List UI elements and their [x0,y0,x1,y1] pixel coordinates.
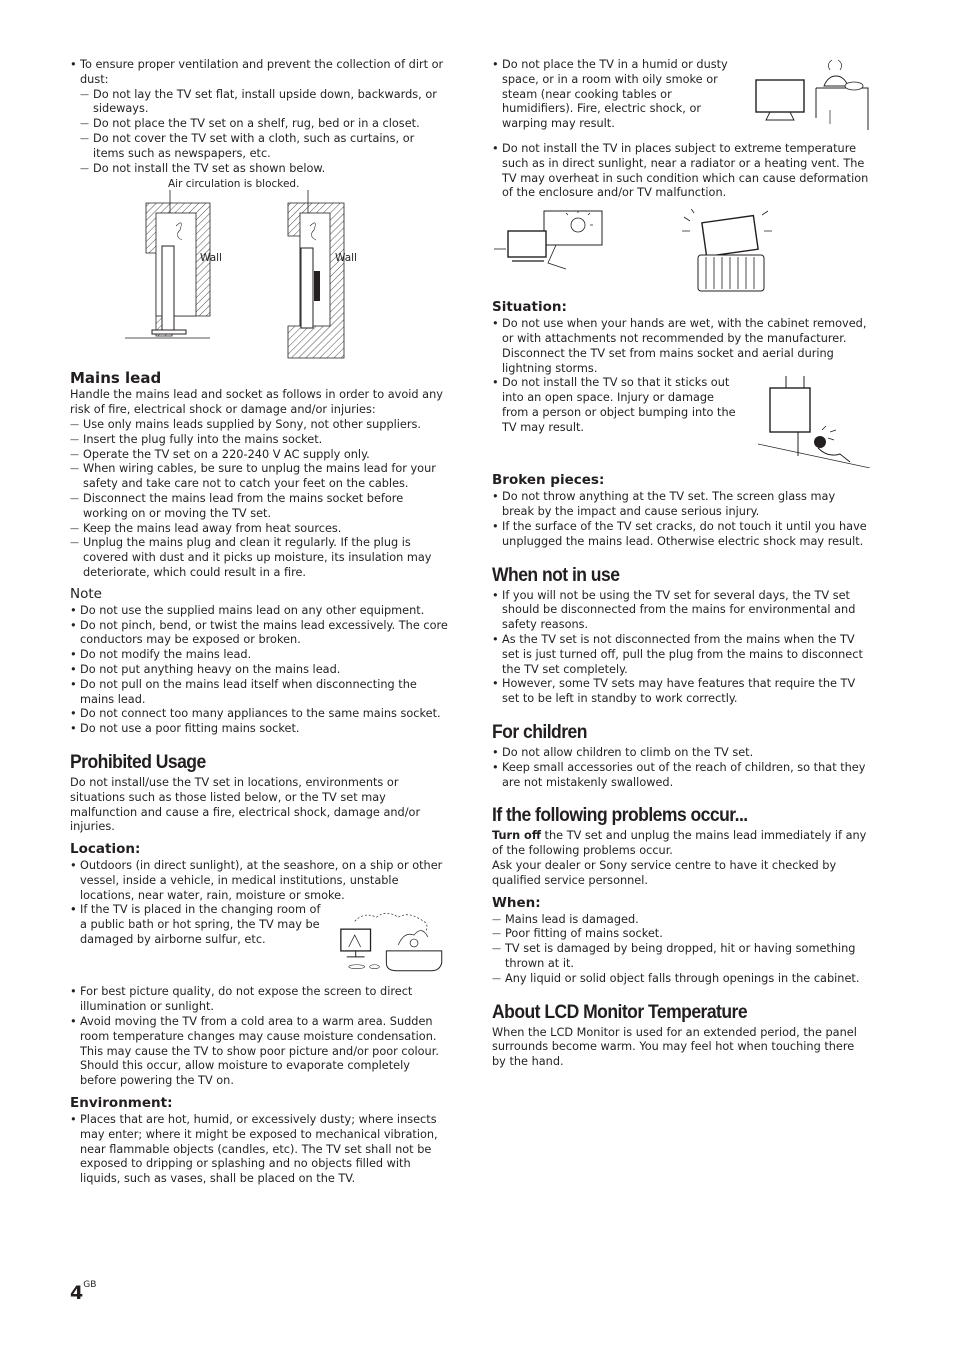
environment-list [70,1113,448,1187]
note-heading: Note [70,585,102,602]
broken-pieces-list [492,490,870,549]
when-item: — Mains lead is damaged. [492,913,870,928]
when-item: — TV set is damaged by being dropped, hit or having something thrown at it. [492,942,870,972]
location-item-bath: • • If the TV is placed in the changing room of a public bath or hot spring, the TV may be damaged by airborne sulfur, etc. [70,903,448,983]
not-in-use-item: • However, some TV sets may have features that require the TV set to be left in standby to work correctly. [492,677,870,707]
broken-item: • Do not throw anything at the TV set. The screen glass may break by the impact and cause serious injury. [492,490,870,520]
page-number [70,1282,96,1304]
wall-label-1: Wall [200,252,222,265]
lcd-temperature-text: When the LCD Monitor is used for an extended period, the panel surrounds become warm. You may feel hot when touching there by the hand. [492,1025,857,1069]
ventilation-item: — Do not install the TV set as shown below. [70,162,448,177]
for-children-heading: For children [492,720,587,743]
turn-off-lead: Turn off [492,829,541,843]
situation-heading: Situation: [492,299,567,316]
problems-text-1: the TV set and unplug the mains lead immediately if any of the following problems occur. [492,829,867,858]
prohibited-usage-intro: Do not install/use the TV set in locations, environments or situations such as those listed below, or the TV set may malfunction and cause a fire, electrical shock, damage and/or injuries. [70,775,421,834]
page-number-suffix: GB [83,1280,97,1290]
note-item: • Do not modify the mains lead. [70,648,448,663]
mains-lead-item: — Use only mains leads supplied by Sony, not other suppliers. [70,418,448,433]
air-circulation-figure [70,176,448,360]
radiator [698,255,764,291]
wall-label-2: Wall [335,252,357,265]
problems-text-2: Ask your dealer or Sony service centre to have it checked by qualified service personnel. [492,858,837,887]
ventilation-item: — Do not cover the TV set with a cloth, such as curtains, or items such as newspapers, etc. [70,132,448,162]
temperature-item: • Do not install the TV in places subject to extreme temperature such as in direct sunlight, near a radiator or a heating vent. The TV may overheat in such condition which can cause deformation of the enclosure and/or TV malfunction. [492,142,870,201]
mains-lead-item: — Keep the mains lead away from heat sources. [70,522,448,537]
for-children-list [492,746,870,790]
right-column [492,58,870,1070]
mains-lead-heading: Mains lead [70,369,162,388]
not-in-use-item: • If you will not be using the TV set for several days, the TV set should be disconnected from the mains for environmental and safety reasons. [492,589,870,633]
humid-item: • Do not place the TV in a humid or dusty space, or in a room with oily smoke or steam (near cooking tables or humidifiers). Fire, electric shock, or warping may result. [492,58,736,132]
mains-lead-item: — When wiring cables, be sure to unplug the mains lead for your safety and take care not to catch your feet on the cables. [70,462,448,492]
note-list [70,604,448,737]
ventilation-item: — Do not lay the TV set flat, install upside down, backwards, or sideways. [70,88,448,118]
location-item-text: If the TV is placed in the changing room of a public bath or hot spring, the TV may be damaged by airborne sulfur, etc. [80,903,321,947]
ventilation-intro: • To ensure proper ventilation and prevent the collection of dirt or dust: [70,58,448,88]
bath-illustration [327,903,446,983]
left-column [70,58,448,1187]
mains-lead-item: — Insert the plug fully into the mains socket. [70,433,448,448]
when-heading: When: [492,894,541,911]
situation-item-bump: • Do not install the TV so that it sticks out into an open space. Injury or damage from a person or object bumping into the TV may result. [492,376,870,468]
note-item: • Do not connect too many appliances to the same mains socket. [70,707,448,722]
situation-item: • Do not use when your hands are wet, with the cabinet removed, or with attachments not recommended by the manufacturer. Disconnect the TV set from mains socket and aerial during lightning storms. [492,317,870,376]
mains-lead-list [70,418,448,581]
note-item: • Do not use a poor fitting mains socket. [70,722,448,737]
broken-item: • If the surface of the TV set cracks, do not touch it until you have unplugged the mains lead. Otherwise electric shock may result. [492,520,870,550]
note-item: • Do not use the supplied mains lead on any other equipment. [70,604,448,619]
sunlight-radiator-illustration [492,209,870,293]
situation-list [492,317,870,468]
problems-heading: If the following problems occur... [492,804,748,827]
location-item: • Avoid moving the TV from a cold area to a warm area. Sudden room temperature changes may cause moisture condensation. This may cause the TV to show poor picture and/or poor colour. Should this occur, allow moisture to evaporate completely before powering the TV on. [70,1015,448,1089]
page-number-value: 4 [70,1282,84,1304]
mains-lead-item: — Disconnect the mains lead from the mains socket before working on or moving the TV set. [70,492,448,522]
when-list [492,913,870,987]
location-heading: Location: [70,841,141,858]
humid-block [492,58,870,134]
location-item: • Outdoors (in direct sunlight), at the seashore, on a ship or other vessel, inside a vehicle, in medical institutions, unstable locations, near water, rain, moisture or smoke. [70,859,448,903]
environment-heading: Environment: [70,1095,173,1112]
broken-pieces-heading: Broken pieces: [492,472,605,489]
mains-lead-item: — Operate the TV set on a 220-240 V AC supply only. [70,448,448,463]
when-not-in-use-heading: When not in use [492,563,620,586]
kitchen-illustration [750,58,870,134]
not-in-use-item: • As the TV set is not disconnected from the mains when the TV set is just turned off, pull the plug from the mains to disconnect the TV set completely. [492,633,870,677]
when-not-in-use-list [492,589,870,707]
location-list [70,859,448,1089]
ventilation-item: — Do not place the TV set on a shelf, rug, bed or in a closet. [70,117,448,132]
when-item: — Any liquid or solid object falls through openings in the cabinet. [492,972,870,987]
note-item: • Do not pull on the mains lead itself when disconnecting the mains lead. [70,678,448,708]
mains-lead-intro: Handle the mains lead and socket as follows in order to avoid any risk of fire, electrical shock or damage and/or injuries: [70,388,443,417]
situation-item-text: Do not install the TV so that it sticks out into an open space. Injury or damage from a person or object bumping into the TV may result. [502,376,736,434]
note-item: • Do not put anything heavy on the mains lead. [70,663,448,678]
children-item: • Keep small accessories out of the reach of children, so that they are not mistakenly swallowed. [492,761,870,791]
children-item: • Do not allow children to climb on the TV set. [492,746,870,761]
problems-text [492,829,870,859]
prohibited-usage-heading: Prohibited Usage [70,750,206,773]
lcd-temperature-heading: About LCD Monitor Temperature [492,1000,748,1023]
note-item: • Do not pinch, bend, or twist the mains lead excessively. The core conductors may be exposed or broken. [70,619,448,649]
mains-lead-item: — Unplug the mains plug and clean it regularly. If the plug is covered with dust and it picks up moisture, its insulation may deteriorate, which could result in a fire. [70,536,448,580]
environment-item: • Places that are hot, humid, or excessively dusty; where insects may enter; where it might be exposed to mechanical vibration, near flammable objects (candles, etc). The TV set shall not be exposed to dripping or splashing and no objects filled with liquids, such as vases, shall be placed on the TV. [70,1113,448,1187]
figure-caption: Air circulation is blocked. [168,178,300,191]
when-item: — Poor fitting of mains socket. [492,927,870,942]
ventilation-list [70,58,448,176]
bump-illustration [758,376,870,468]
location-item: • For best picture quality, do not expose the screen to direct illumination or sunlight. [70,985,448,1015]
